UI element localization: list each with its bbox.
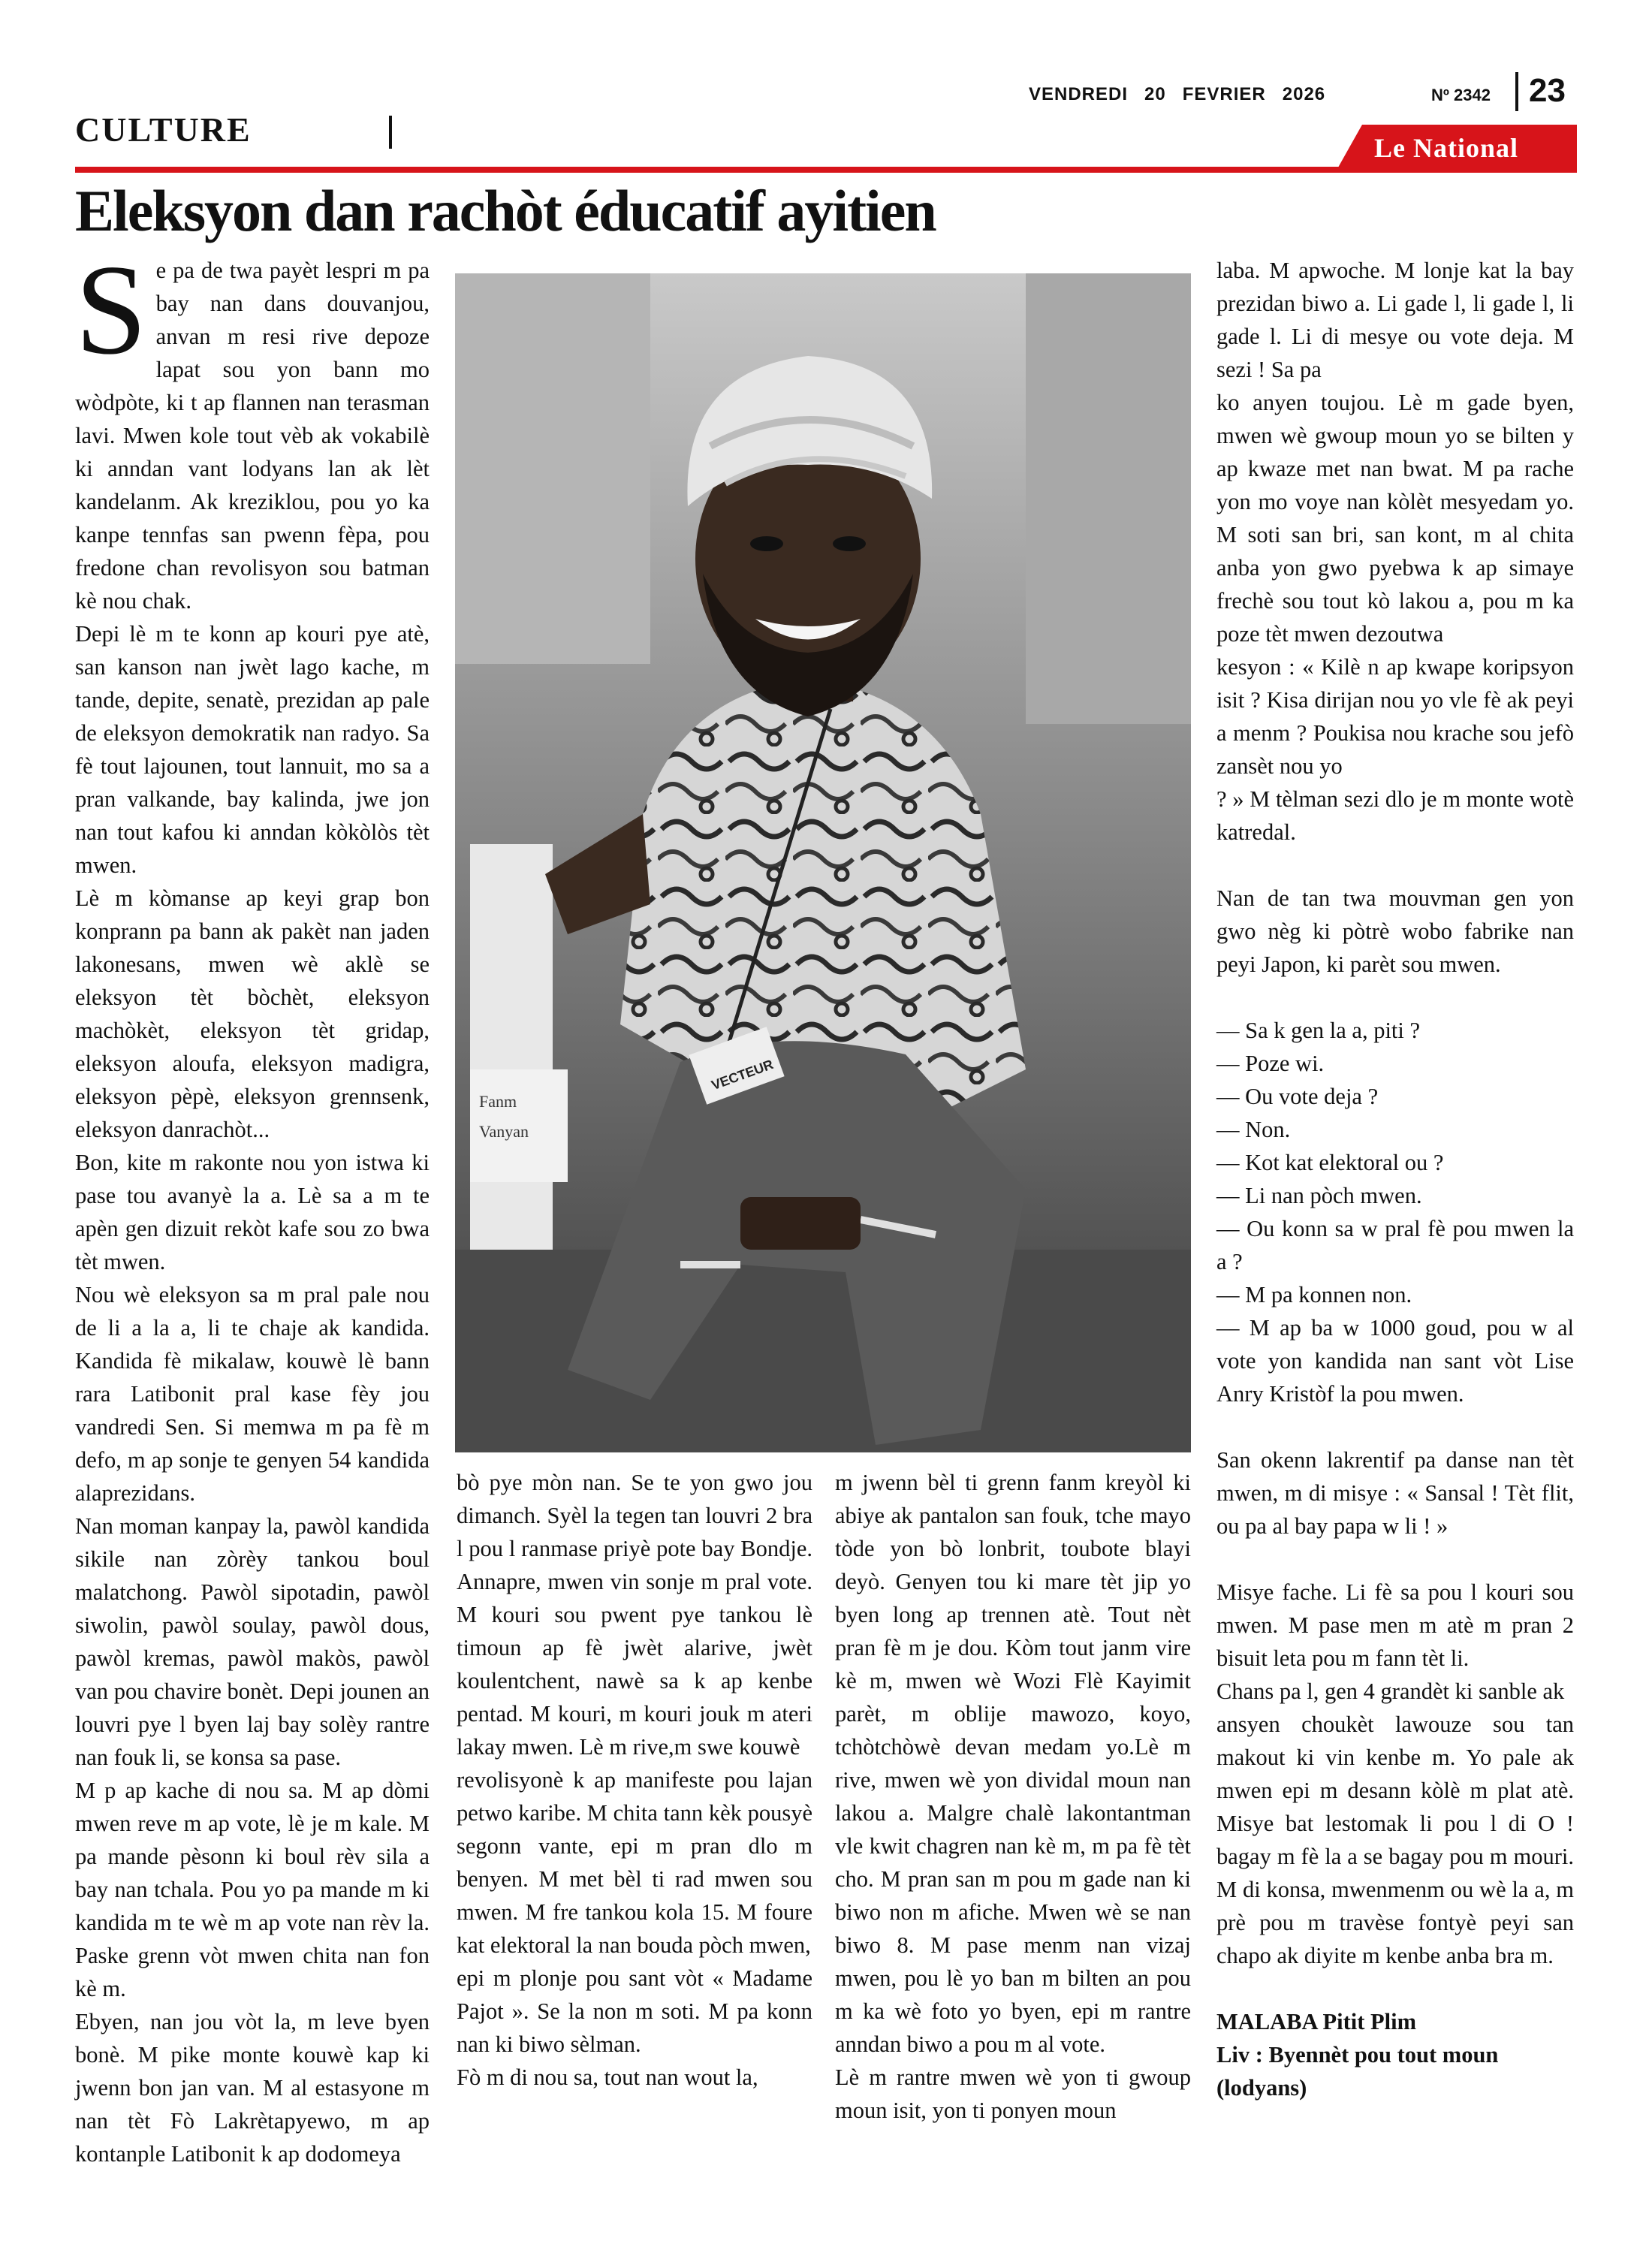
issue-number: Nº 2342 xyxy=(1431,86,1491,104)
paragraph: epi m plonje pou sant vòt « Madame Pajot ». Se la non m soti. M pa konn nan ki biwo sèlman. xyxy=(457,1965,812,2057)
paragraph: bò pye mòn nan. Se te yon gwo jou dimanch. Syèl la tegen tan louvri 2 bra l pou l ranmase priyè pote bay Bondje. Annapre, mwen vin sonje m pral vote. M kouri sou pwent pye tankou lè timoun ap fè jwèt alarive, jwèt koulentchent, nawè sa k ap kenbe pentad. M kouri, m kouri jouk m ateri lakay mwen. Lè m rive,m swe kouwè xyxy=(457,1470,812,1760)
header-divider xyxy=(1515,72,1518,111)
portrait-photo-icon xyxy=(455,273,1191,1452)
article-headline: Eleksyon dan rachòt éducatif ayitien xyxy=(75,178,936,243)
date-year: 2026 xyxy=(1282,84,1326,104)
book-credit: Liv : Byennèt pou tout moun (lodyans) xyxy=(1216,2042,1499,2101)
paragraph: Lè m kòmanse ap keyi grap bon konprann pa bann ak pakèt nan jaden lakonesans, mwen wè aklè se eleksyon tèt bòchèt, eleksyon machòkèt, eleksyon tèt gridap, eleksyon aloufa, eleksyon madigra, eleksyon pèpè, eleksyon grennsenk, eleksyon danrachòt... xyxy=(75,885,430,1142)
issue-date xyxy=(1029,84,1342,105)
paragraph: laba. M apwoche. M lonje kat la bay prezidan biwo a. Li gade l, li gade l, li gade l. Li di mesye ou vote deja. M sezi ! Sa pa xyxy=(1216,258,1574,382)
paragraph: Misye fache. Li fè sa pou l kouri sou mwen. M pase men m atè m pran 2 bisuit leta pou m fann tèt li. xyxy=(1216,1579,1574,1671)
dialogue-line: — Ou vote deja ? xyxy=(1216,1084,1379,1109)
dialogue-line: — Non. xyxy=(1216,1117,1291,1142)
drop-cap: S xyxy=(75,239,147,382)
section-title: CULTURE xyxy=(75,110,252,149)
dialogue-line: — Ou konn sa w pral fè pou mwen la a ? xyxy=(1216,1216,1574,1274)
dialogue-line: — M pa konnen non. xyxy=(1216,1282,1412,1307)
paragraph: Nou wè eleksyon sa m pral pale nou de li a la a, li te chaje ak kandida. Kandida fè mikalaw, kouwè lè bann rara Latibonit pral kase fèy jou vandredi Sen. Si memwa m pa fè m defo, m ap sonje te genyen 54 kandida alaprezidans. xyxy=(75,1282,430,1506)
dialogue-line: — M ap ba w 1000 goud, pou w al vote yon kandida nan sant vòt Lise Anry Kristòf la pou mwen. xyxy=(1216,1315,1574,1407)
paragraph-gap xyxy=(1216,1543,1574,1576)
svg-text:Vanyan: Vanyan xyxy=(479,1122,529,1141)
paragraph: m jwenn bèl ti grenn fanm kreyòl ki abiye ak pantalon san fouk, tche mayo tòde yon bò lonbrit, toubote blayi deyò. Genyen tou ki mare tèt jip yo byen long ap trennen atè. Tout nèt pran fè m je dou. Kòm tout janm vire kè m, mwen wè Wozi Flè Kayimit parèt, m oblije mawozo, koyo, tchòtchòwè devan medam yo.Lè m rive, mwen wè yon dividal moun nan lakou a. Malgre chalè lakontantman vle kwit chagren nan kè m, m pa fè tèt cho. M pran san m pou m gade nan ki biwo non m afiche. Mwen wè se nan biwo 8. M pase menm nan vizaj mwen, pou lè yo ban m bilten an pou m ka wè foto yo byen, epi m rantre anndan biwo a pou m al vote. xyxy=(835,1470,1191,2057)
paragraph: ? » M tèlman sezi dlo je m monte wotè katredal. xyxy=(1216,786,1574,845)
badge-text: VECTEUR xyxy=(709,1057,776,1093)
article-column-2 xyxy=(457,1466,812,2094)
paragraph-text: e pa de twa payèt lespri m pa bay nan dans douvanjou, anvan m resi rive depoze lapat sou yon bann mo wòdpòte, ki t ap flannen nan terasman lavi. Mwen kole tout vèb ak vokabilè ki anndan vant lodyans lan ak lèt kandelanm. Ak kreziklou, pou yo ka kanpe tennfas san pwenn fèpa, pou fredone chan revolisyon sou batman kè nou chak. xyxy=(75,258,430,614)
date-day: VENDREDI xyxy=(1029,84,1129,104)
paragraph: San okenn lakrentif pa danse nan tèt mwen, m di misye : « Sansal ! Tèt flit, ou pa al bay papa w li ! » xyxy=(1216,1447,1574,1539)
dialogue-line: — Kot kat elektoral ou ? xyxy=(1216,1150,1444,1175)
author-signature: MALABA Pitit Plim xyxy=(1216,2009,1416,2034)
header-rule xyxy=(75,167,1577,173)
paragraph: revolisyonè k ap manifeste pou lajan petwo karibe. M chita tann kèk pousyè segonn vante, epi m pran dlo m benyen. M met bèl ti rad mwen sou mwen. M fre tankou kola 15. M foure kat elektoral la nan bouda pòch mwen, xyxy=(457,1767,812,1958)
dialogue-line: — Sa k gen la a, piti ? xyxy=(1216,1018,1421,1043)
paragraph-gap xyxy=(1216,849,1574,882)
dialogue-line: — Li nan pòch mwen. xyxy=(1216,1183,1422,1208)
paragraph: ansyen choukèt lawouze sou tan makout ki vin kenbe m. Yo pale ak mwen epi m desann kòlè m plat atè. Misye bat lestomak li pou l di O ! bagay m fè la a se bagay pou m mouri. M di konsa, mwenmenm ou wè la a, m prè pou m travèse fontyè peyi san chapo ak diyite m kenbe anba bra m. xyxy=(1216,1712,1574,1968)
paragraph: Ebyen, nan jou vòt la, m leve byen bonè. M pike monte kouwè kap ki jwenn bon jan van. M al estasyone m nan tèt Fò Lakrètapyewo, m ap kontanple Latibonit k ap dodomeya xyxy=(75,2009,430,2167)
paragraph: M p ap kache di nou sa. M ap dòmi mwen reve m ap vote, lè je m kale. M pa mande pèsonn ki boul rèv sila a bay nan tchala. Pou yo pa mande m ki kandida m te wè m ap vote nan rèv la. Paske grenn vòt mwen chita nan fon kè m. xyxy=(75,1778,430,2001)
paragraph: kesyon : « Kilè n ap kwape koripsyon isit ? Kisa dirijan nou yo vle fè ak peyi a menm ? Poukisa nou krache sou jefò zansèt nou yo xyxy=(1216,654,1574,779)
paragraph: Depi lè m te konn ap kouri pye atè, san kanson nan jwèt lago kache, m tande, depite, senatè, prezidan ap pale de eleksyon demokratik nan radyo. Sa fè tout lajounen, tout lannuit, mo sa a pran valkande, bay kalinda, jwe jon nan tout kafou ki anndan kòkòlòs tèt mwen. xyxy=(75,621,430,878)
paragraph-gap xyxy=(1216,1410,1574,1443)
paragraph: Fò m di nou sa, tout nan wout la, xyxy=(457,2064,758,2090)
article-column-4 xyxy=(1216,254,1574,2104)
article-column-3 xyxy=(835,1466,1191,2127)
paragraph-gap xyxy=(1216,981,1574,1014)
article-column-1 xyxy=(75,239,430,2170)
paragraph-gap xyxy=(1216,1972,1574,2005)
date-number: 20 xyxy=(1144,84,1166,104)
section-divider xyxy=(389,116,392,149)
article-photo xyxy=(455,273,1191,1452)
brand-name: Le National xyxy=(1374,133,1519,163)
paragraph: Lè m rantre mwen wè yon ti gwoup moun isit, yon ti ponyen moun xyxy=(835,2064,1191,2123)
paragraph: Chans pa l, gen 4 grandèt ki sanble ak xyxy=(1216,1678,1565,1704)
date-month: FEVRIER xyxy=(1182,84,1266,104)
dialogue-line: — Poze wi. xyxy=(1216,1051,1325,1076)
paragraph: Nan moman kanpay la, pawòl kandida sikile nan zòrèy tankou boul malatchong. Pawòl sipotadin, pawòl siwolin, pawòl soulay, pawòl dous, pawòl kremas, pawòl makòs, pawòl van pou chavire bonèt. Depi jounen an louvri pye l byen laj bay solèy rantre nan fouk li, se konsa sa pase. xyxy=(75,1513,430,1770)
paragraph xyxy=(75,239,430,617)
paragraph: Bon, kite m rakonte nou yon istwa ki pase tou avanyè la a. Lè sa a m te apèn gen dizuit rekòt kafe sou zo bwa tèt mwen. xyxy=(75,1150,430,1274)
sign-text: Fanm xyxy=(479,1092,517,1111)
paragraph: Nan de tan twa mouvman gen yon gwo nèg ki pòtrè wobo fabrike nan peyi Japon, ki parèt sou mwen. xyxy=(1216,885,1574,977)
page-number: 23 xyxy=(1529,72,1566,109)
paragraph: ko anyen toujou. Lè m gade byen, mwen wè gwoup moun yo se bilten y ap kwaze met nan bwat. M pa rache yon mo voye nan kòlèt mesyedam yo. M soti san bri, san kont, m al chita anba yon gwo pyebwa k ap simaye frechè sou tout kò lakou a, pou m ka poze tèt mwen dezoutwa xyxy=(1216,390,1574,647)
